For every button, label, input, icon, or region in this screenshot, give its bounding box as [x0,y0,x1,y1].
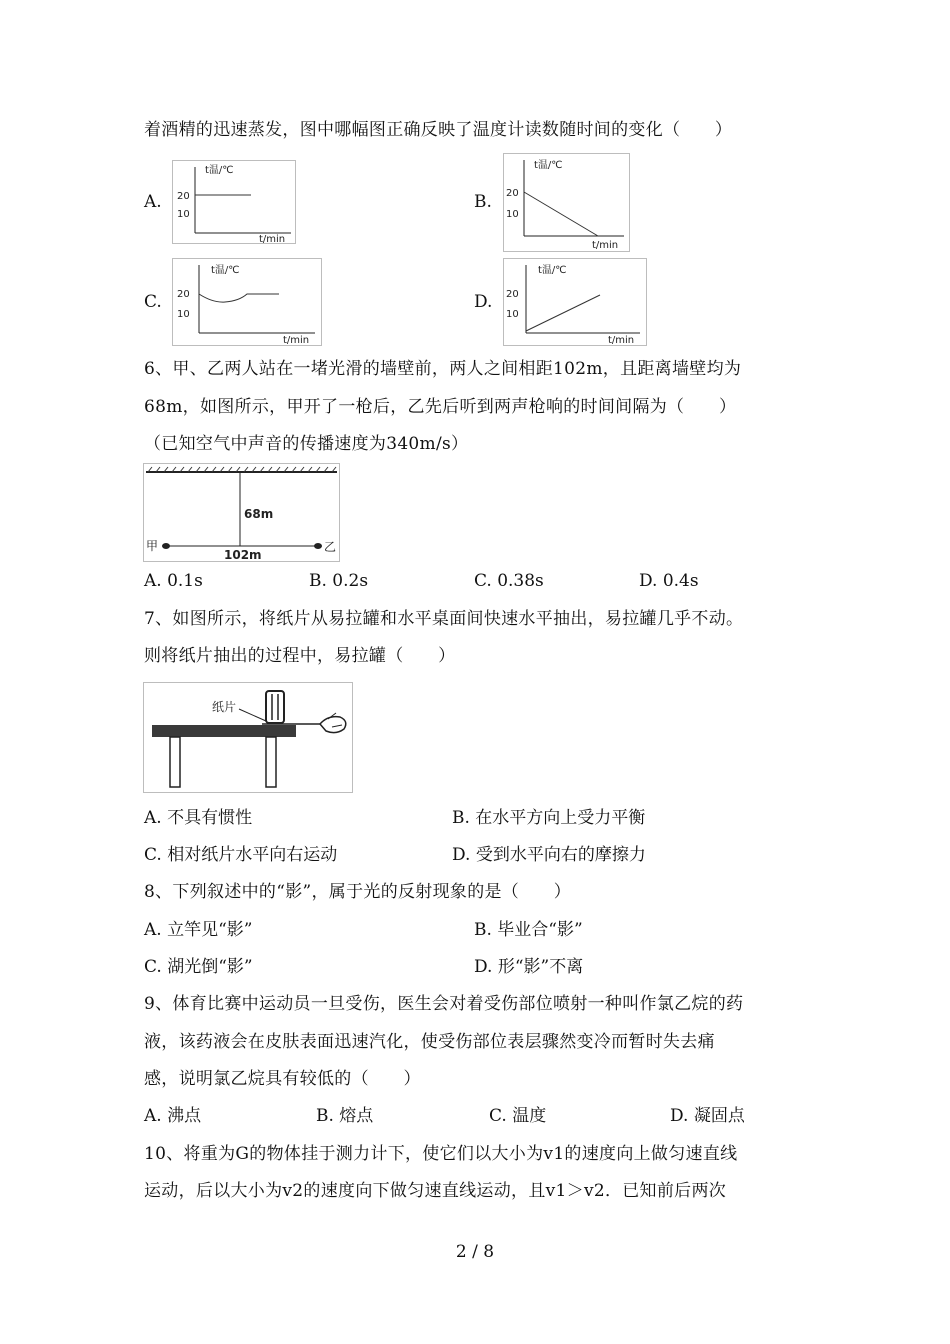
x-axis-label: t/min [592,240,619,251]
q6-option-d: D. 0.4s [639,571,699,591]
person-b-label: 乙 [324,540,337,554]
y-axis-label: t温/℃ [211,265,240,276]
tick-10: 10 [506,209,519,220]
q9-line-2: 液，该药液会在皮肤表面迅速汽化，使受伤部位表层骤然变冷而暂时失去痛 [144,1032,715,1052]
q9-option-a: A. 沸点 [144,1106,202,1126]
tick-20: 20 [177,191,190,202]
q7-option-b: B. 在水平方向上受力平衡 [452,808,646,828]
q9-option-d: D. 凝固点 [670,1106,745,1126]
y-axis-label: t温/℃ [534,160,563,171]
between-distance-label: 102m [224,548,262,561]
q6-option-b: B. 0.2s [309,571,369,591]
q5-graph-b [503,153,630,252]
q5-graph-d [503,258,647,346]
tick-20: 20 [177,289,190,300]
tick-10: 10 [177,209,190,220]
y-axis-label: t温/℃ [538,265,567,276]
paper-label: 纸片 [212,700,237,714]
q7-figure-table [143,682,353,793]
table-leg-left [170,737,180,787]
q9-option-b: B. 熔点 [316,1106,374,1126]
q9-line-1: 9、体育比赛中运动员一旦受伤，医生会对着受伤部位喷射一种叫作氯乙烷的药 [144,994,744,1014]
q5-graph-c [172,258,322,346]
q6-option-c: C. 0.38s [474,571,544,591]
q5-option-c: C. [144,292,162,312]
q10-line-1: 10、将重为G的物体挂于测力计下，使它们以大小为v1的速度向上做匀速直线 [144,1144,738,1164]
q7-option-c: C. 相对纸片水平向右运动 [144,845,338,865]
q9-option-c: C. 温度 [489,1106,547,1126]
q6-option-a: A. 0.1s [144,571,203,591]
q6-line-3: （已知空气中声音的传播速度为340m/s） [144,434,469,454]
q6-line-1: 6、甲、乙两人站在一堵光滑的墙壁前，两人之间相距102m，且距离墙壁均为 [144,359,742,379]
temperature-line [526,295,600,331]
tick-20: 20 [506,289,519,300]
q7-option-d: D. 受到水平向右的摩擦力 [452,845,646,865]
q5-intro: 着酒精的迅速蒸发，图中哪幅图正确反映了温度计读数随时间的变化（ ） [144,120,733,140]
wall-distance-label: 68m [244,507,274,521]
q7-line-1: 7、如图所示，将纸片从易拉罐和水平桌面间快速水平抽出，易拉罐几乎不动。 [144,609,744,629]
q8-option-b: B. 毕业合“影” [474,920,583,940]
q8-option-a: A. 立竿见“影” [144,920,253,940]
q8-option-c: C. 湖光倒“影” [144,957,253,977]
x-axis-label: t/min [608,335,635,345]
tick-10: 10 [177,309,190,320]
q8-line-1: 8、下列叙述中的“影”，属于光的反射现象的是（ ） [144,882,571,902]
q5-option-d: D. [474,292,493,312]
q7-line-2: 则将纸片抽出的过程中，易拉罐（ ） [144,646,456,666]
q6-line-2: 68m，如图所示，甲开了一枪后，乙先后听到两声枪响的时间间隔为（ ） [144,397,737,417]
q5-option-a: A. [144,192,162,212]
temperature-line [199,294,279,302]
tick-20: 20 [506,188,519,199]
y-axis-label: t温/℃ [205,165,234,176]
x-axis-label: t/min [259,234,286,243]
q8-option-d: D. 形“影”不离 [474,957,584,977]
person-a-dot [162,543,170,549]
can [266,691,284,723]
page-number: 2 / 8 [455,1242,495,1262]
q6-figure-wall [143,463,340,562]
x-axis-label: t/min [283,335,310,345]
q9-line-3: 感，说明氯乙烷具有较低的（ ） [144,1069,421,1089]
table-leg-right [266,737,276,787]
q7-option-a: A. 不具有惯性 [144,808,253,828]
temperature-line [524,192,598,236]
tabletop [152,725,296,737]
q5-graph-a [172,160,296,244]
tick-10: 10 [506,309,519,320]
q5-option-b: B. [474,192,492,212]
q10-line-2: 运动，后以大小为v2的速度向下做匀速直线运动，且v1＞v2．已知前后两次 [144,1181,727,1201]
person-b-dot [314,543,322,549]
person-a-label: 甲 [146,539,159,553]
